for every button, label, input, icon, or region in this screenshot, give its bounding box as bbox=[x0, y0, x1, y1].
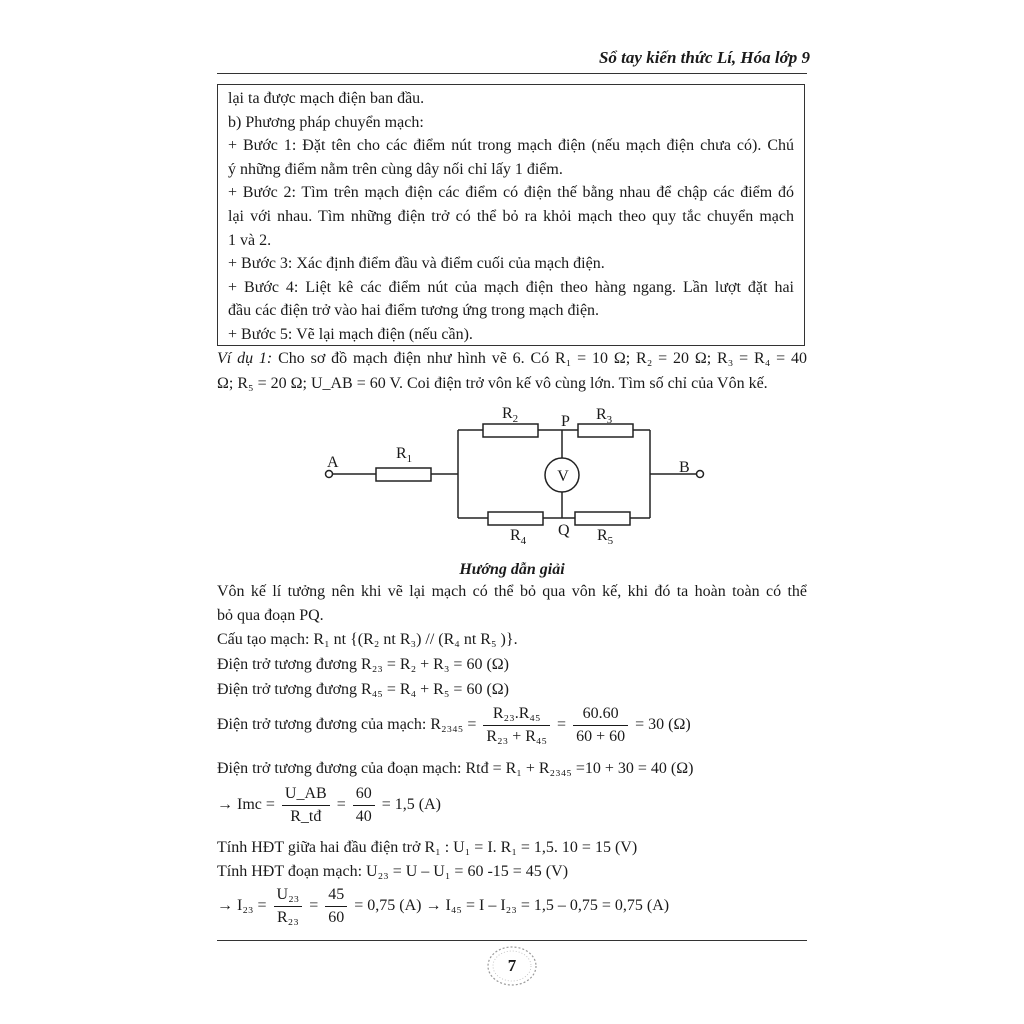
r2-label: $R_2$ bbox=[502, 405, 519, 425]
book-header: Sổ tay kiến thức Lí, Hóa lớp 9 bbox=[598, 48, 810, 67]
r1-label: $R_1$ bbox=[396, 445, 413, 465]
node-q-label: Q bbox=[558, 522, 570, 539]
p11-fraction-1: $\frac{\text{U₂₃}}{\text{R₂₃}}$ bbox=[274, 885, 303, 928]
p8-lhs: → Imc = bbox=[217, 796, 275, 814]
resistor-r1 bbox=[376, 468, 431, 481]
box-line: đầu các điện trở vào hai điểm tương ứng trong mạch điện. bbox=[228, 302, 600, 320]
page-number-badge bbox=[484, 942, 540, 990]
resistor-r4 bbox=[488, 512, 543, 525]
resistor-r2 bbox=[483, 424, 538, 437]
p11-result: = 0,75 (A) → I₄₅ = I – I₂₃ = 1,5 – 0,75 = 0,75 (A) bbox=[354, 897, 670, 915]
p6-fraction-2: $\frac{60.60}{60 + 60}$ bbox=[573, 704, 628, 747]
voltmeter-label: V bbox=[557, 468, 569, 485]
p6-eq: = bbox=[557, 716, 567, 734]
node-b-label: B bbox=[679, 459, 690, 476]
example-text: Cho sơ đồ mạch điện như hình vẽ 6. Có R₁ = 10 Ω; R₂ = 20 Ω; R₃ = R₄ = 40 bbox=[278, 350, 808, 367]
p8-fraction-1: $\frac{U\_AB}{R\_tđ}$ bbox=[282, 784, 330, 827]
box-line: + Bước 1: Đặt tên cho các điểm nút trong mạch điện (nếu mạch điện chưa có). Chú bbox=[228, 137, 794, 155]
box-line: lại với nhau. Tìm những điện trở có thể bỏ ra khỏi mạch theo quy tắc chuyển mạch bbox=[228, 207, 794, 225]
solution-p3: Cấu tạo mạch: R₁ nt {(R₂ nt R₃) // (R₄ nt R₅ )}. bbox=[217, 631, 518, 648]
r3-label: $R_3$ bbox=[596, 406, 613, 426]
node-p-label: P bbox=[561, 413, 570, 430]
solution-p9: Tính HĐT giữa hai đầu điện trở R₁ : U₁ = I. R₁ = 1,5. 10 = 15 (V) bbox=[217, 839, 638, 856]
node-a-label: A bbox=[327, 454, 339, 471]
circuit-diagram bbox=[300, 400, 730, 550]
p6-result: = 30 (Ω) bbox=[635, 716, 691, 734]
solution-p6 bbox=[217, 704, 807, 747]
solution-p2: bỏ qua đoạn PQ. bbox=[217, 607, 324, 624]
example-line-2: Ω; R₅ = 20 Ω; U_AB = 60 V. Coi điện trở vôn kế vô cùng lớn. Tìm số chỉ của Vôn kế. bbox=[217, 375, 768, 392]
solution-p1: Vôn kế lí tưởng nên khi vẽ lại mạch có thể bỏ qua vôn kế, khi đó ta hoàn toàn có thể bbox=[217, 583, 807, 600]
resistor-r5 bbox=[575, 512, 630, 525]
r4-label: $R_4$ bbox=[510, 527, 527, 547]
box-line: + Bước 3: Xác định điểm đầu và điểm cuối của mạch điện. bbox=[228, 255, 605, 273]
p8-fraction-2: $\frac{60}{40}$ bbox=[353, 784, 375, 827]
solution-p4: Điện trở tương đương R₂₃ = R₂ + R₃ = 60 (Ω) bbox=[217, 656, 509, 673]
p8-result: = 1,5 (A) bbox=[381, 796, 441, 814]
footer-rule bbox=[217, 940, 807, 941]
example-line-1 bbox=[217, 350, 807, 368]
header-rule bbox=[217, 73, 807, 74]
method-box bbox=[217, 84, 805, 346]
r5-label: $R_5$ bbox=[597, 527, 614, 547]
p6-prefix: Điện trở tương đương của mạch: bbox=[217, 716, 427, 734]
solution-title: Hướng dẫn giải bbox=[459, 561, 565, 578]
p11-eq: = bbox=[309, 897, 319, 915]
solution-p7: Điện trở tương đương của đoạn mạch: Rtđ = R₁ + R₂₃₄₅ =10 + 30 = 40 (Ω) bbox=[217, 760, 694, 777]
example-label: Ví dụ 1: bbox=[217, 350, 273, 367]
box-line: + Bước 2: Tìm trên mạch điện các điểm có điện thế bằng nhau để chập các điểm đó bbox=[228, 184, 794, 202]
solution-p10: Tính HĐT đoạn mạch: U₂₃ = U – U₁ = 60 -15 = 45 (V) bbox=[217, 863, 569, 880]
solution-p5: Điện trở tương đương R₄₅ = R₄ + R₅ = 60 (Ω) bbox=[217, 681, 509, 698]
p6-lhs: R₂₃₄₅ = bbox=[430, 716, 477, 734]
page-number: 7 bbox=[507, 956, 517, 975]
solution-p8 bbox=[217, 784, 807, 827]
terminal-a bbox=[326, 471, 333, 478]
p11-lhs: → I₂₃ = bbox=[217, 897, 267, 915]
box-line: 1 và 2. bbox=[228, 231, 272, 249]
p11-fraction-2: $\frac{45}{60}$ bbox=[325, 885, 347, 928]
terminal-b bbox=[697, 471, 704, 478]
box-line: ý những điểm nằm trên cùng dây nối chỉ lấy 1 điểm. bbox=[228, 160, 563, 178]
box-line: lại ta được mạch điện ban đầu. bbox=[228, 90, 425, 107]
box-line: + Bước 4: Liệt kê các điểm nút của mạch điện theo hàng ngang. Lần lượt đặt hai bbox=[228, 278, 794, 296]
box-line: + Bước 5: Vẽ lại mạch điện (nếu cần). bbox=[228, 325, 473, 343]
box-line: b) Phương pháp chuyển mạch: bbox=[228, 113, 424, 131]
resistor-r3 bbox=[578, 424, 633, 437]
solution-p11 bbox=[217, 885, 807, 928]
p6-fraction-1: $\frac{\text{R₂₃.R₄₅}}{\text{R₂₃ + R₄₅}}$ bbox=[483, 704, 550, 747]
p8-eq: = bbox=[336, 796, 346, 814]
